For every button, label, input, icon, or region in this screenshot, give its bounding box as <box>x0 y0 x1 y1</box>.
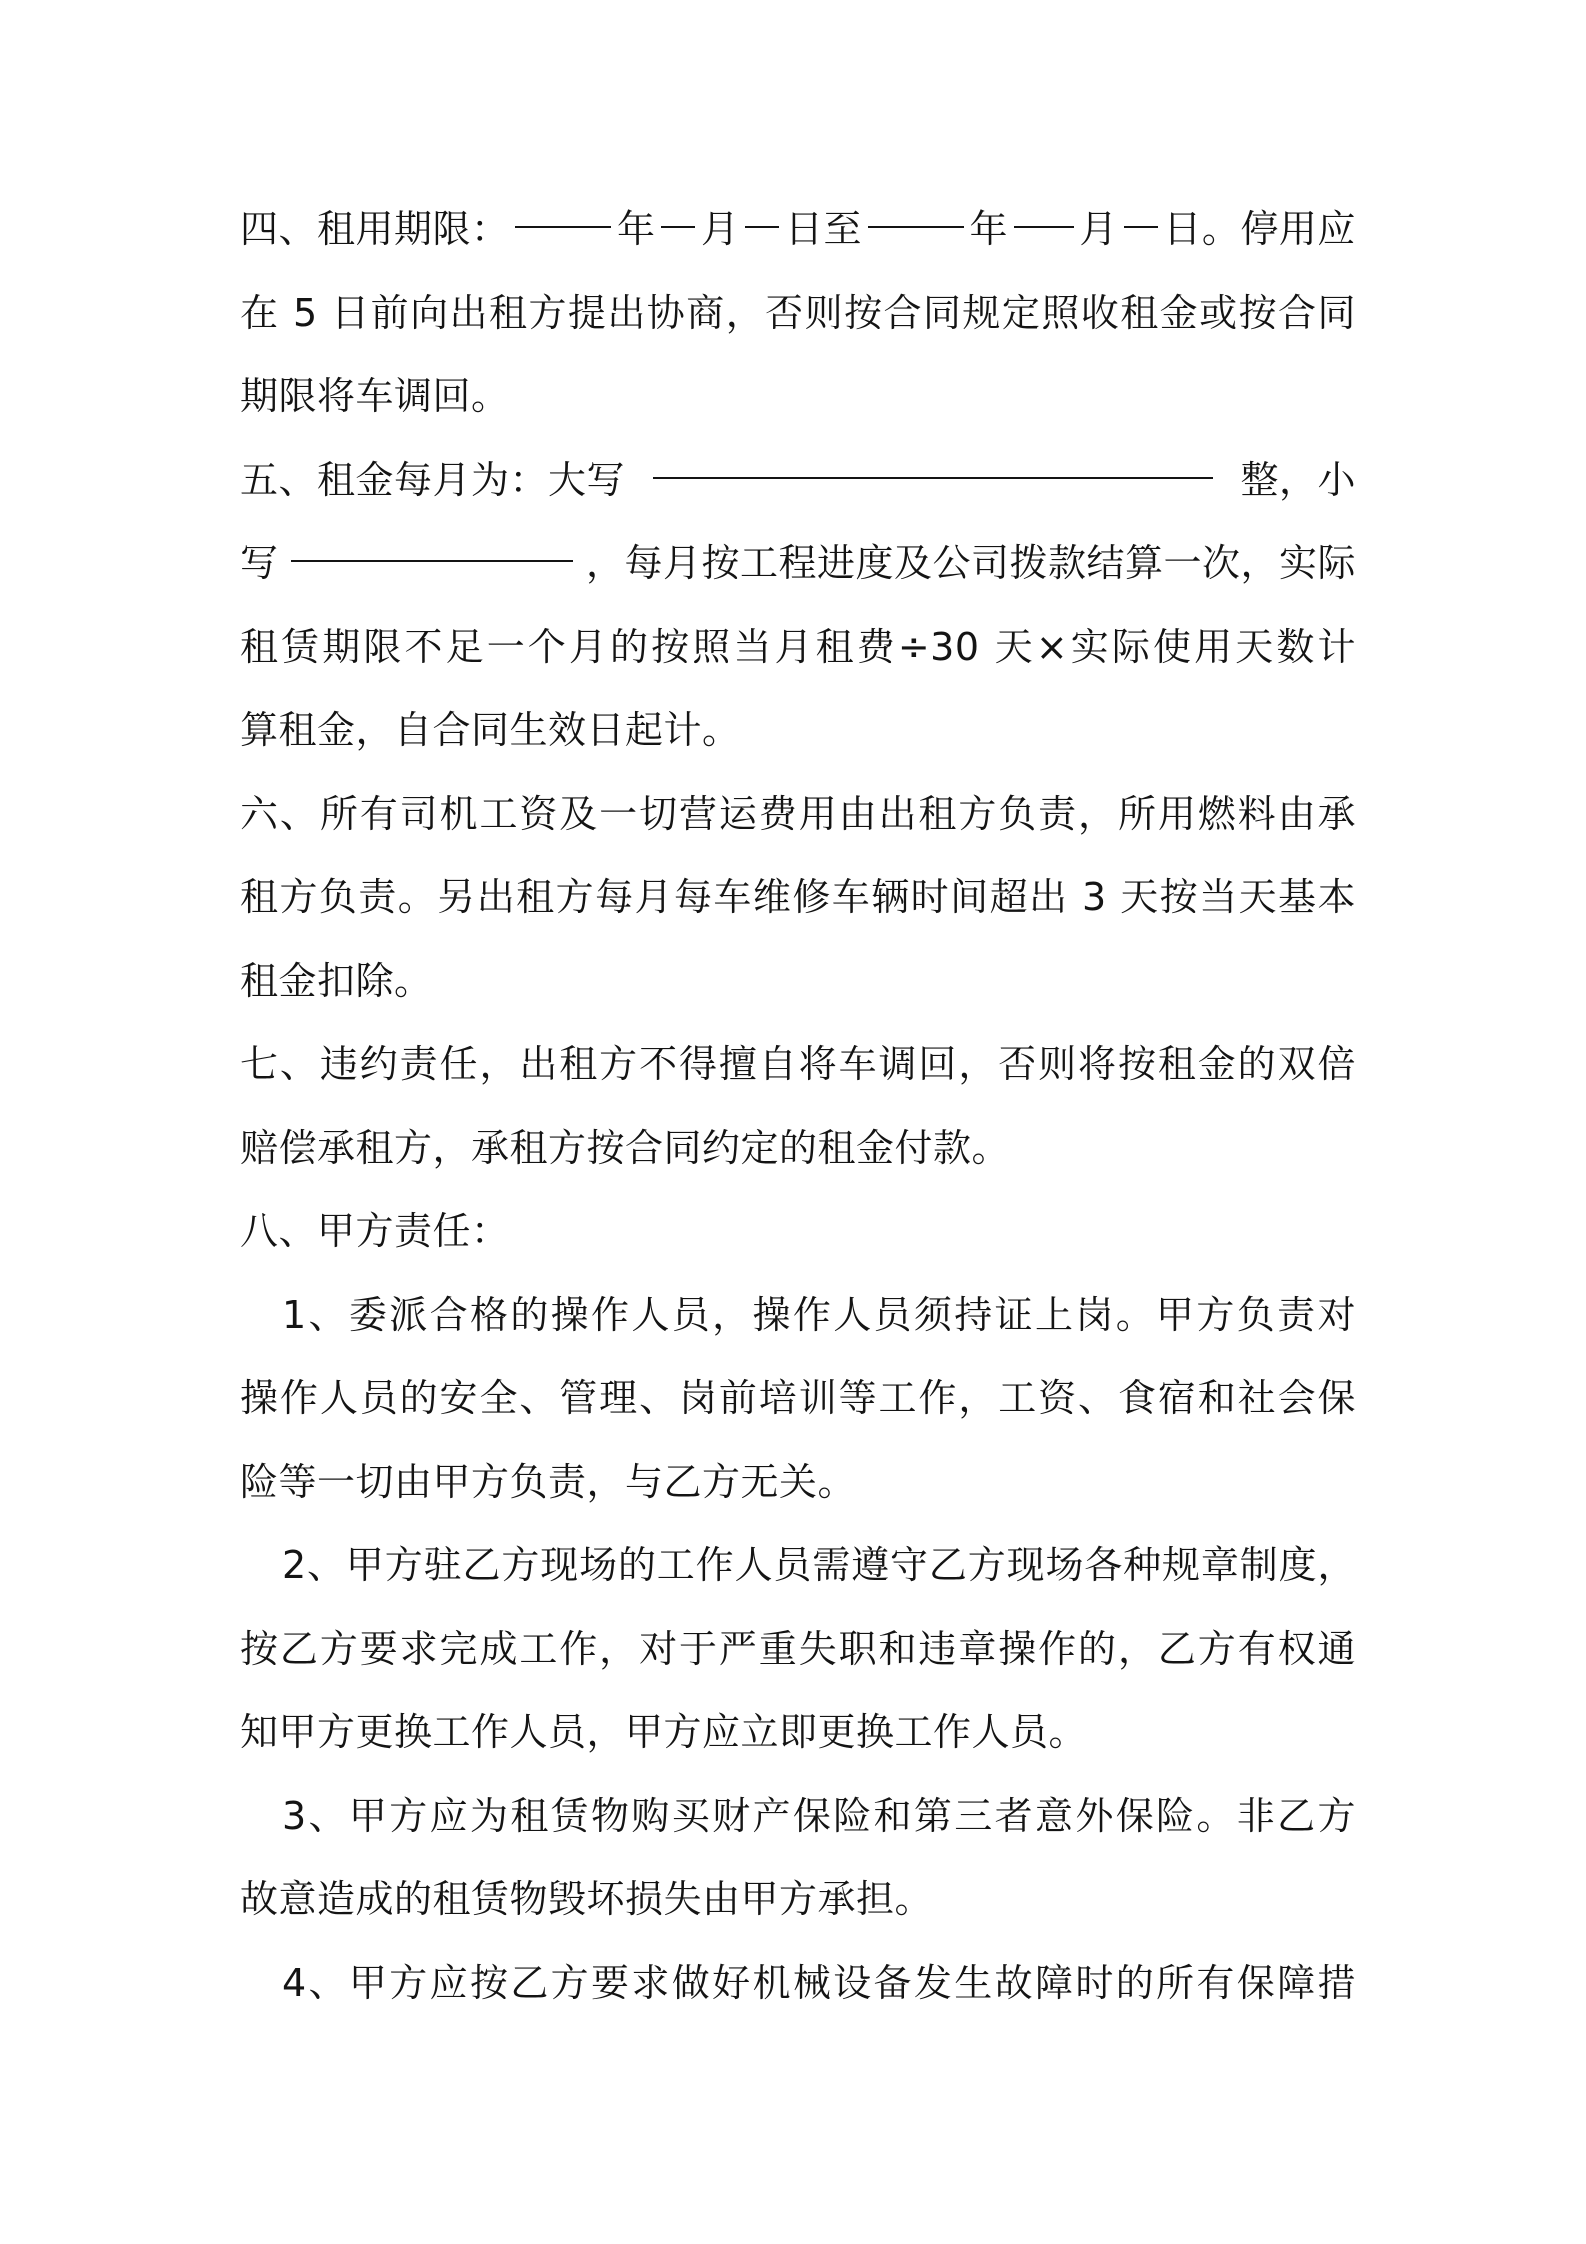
year-label-2: 年 <box>969 207 1008 251</box>
end-year-blank <box>868 188 964 228</box>
month-label-2: 月 <box>1079 207 1118 251</box>
amount-digits-blank <box>291 522 573 562</box>
clause-8-item-2-line-1: 2、甲方驻乙方现场的工作人员需遵守乙方现场各种规章制度， <box>282 1543 1356 1587</box>
clause-8-item-1-line-1: 1、委派合格的操作人员，操作人员须持证上岗。甲方负责对 <box>282 1292 1356 1337</box>
day-to-label: 日至 <box>784 207 862 251</box>
clause-7-line-2: 赔偿承租方，承租方按合同约定的租金付款。 <box>240 1125 1011 1170</box>
end-day-blank <box>1124 188 1158 228</box>
clause-8-item-2-line-2: 按乙方要求完成工作，对于严重失职和违章操作的，乙方有权通 <box>240 1626 1356 1671</box>
clause-6-line-1: 六、所有司机工资及一切营运费用由出租方负责，所用燃料由承 <box>240 791 1356 836</box>
clause-6-line-2: 租方负责。另出租方每月每车维修车辆时间超出 3 天按当天基本 <box>240 875 1356 919</box>
clause-8-item-2-line-3: 知甲方更换工作人员，甲方应立即更换工作人员。 <box>240 1710 1088 1754</box>
clause-4-line-3: 期限将车调回。 <box>240 374 510 418</box>
amount-digits-label: 写 <box>240 541 279 585</box>
clause-8-item-3-line-1: 3、甲方应为租赁物购买财产保险和第三者意外保险。非乙方 <box>282 1793 1356 1838</box>
clause-8-item-1-line-3: 险等一切由甲方负责，与乙方无关。 <box>240 1459 857 1504</box>
clause-6-line-3: 租金扣除。 <box>240 958 433 1003</box>
start-year-blank <box>515 188 611 228</box>
month-label: 月 <box>700 207 740 251</box>
clause-5-line-1 <box>240 439 1356 523</box>
clause-4-line-1 <box>240 188 1356 272</box>
clause-7-line-1: 七、违约责任，出租方不得擅自将车调回，否则将按租金的双倍 <box>240 1042 1356 1086</box>
start-day-blank <box>745 188 779 228</box>
clause-4-label: 四、租用期限： <box>240 207 510 251</box>
clause-8-item-3-line-2: 故意造成的租赁物毁坏损失由甲方承担。 <box>240 1877 934 1921</box>
clause-8-heading: 八、甲方责任： <box>240 1209 510 1253</box>
day-label-2: 日。停用应 <box>1163 207 1356 251</box>
end-month-blank <box>1014 188 1074 228</box>
clause-8-item-4-line-1: 4、甲方应按乙方要求做好机械设备发生故障时的所有保障措 <box>282 1960 1356 2005</box>
clause-5-line-4: 算租金，自合同生效日起计。 <box>240 708 741 752</box>
amount-suffix: 整，小 <box>1240 457 1356 502</box>
settlement-text: ，每月按工程进度及公司拨款结算一次，实际 <box>585 541 1356 585</box>
start-month-blank <box>661 188 695 228</box>
amount-words-blank <box>653 439 1213 479</box>
contract-page <box>240 188 1356 2025</box>
clause-5-label: 五、租金每月为：大写 <box>240 457 626 502</box>
clause-5-line-3: 租赁期限不足一个月的按照当月租费÷30 天×实际使用天数计 <box>240 624 1356 669</box>
clause-4-line-2: 在 5 日前向出租方提出协商，否则按合同规定照收租金或按合同 <box>240 290 1356 335</box>
clause-8-item-1-line-2: 操作人员的安全、管理、岗前培训等工作，工资、食宿和社会保 <box>240 1376 1356 1420</box>
clause-5-line-2 <box>240 522 1356 606</box>
year-label: 年 <box>616 207 656 251</box>
